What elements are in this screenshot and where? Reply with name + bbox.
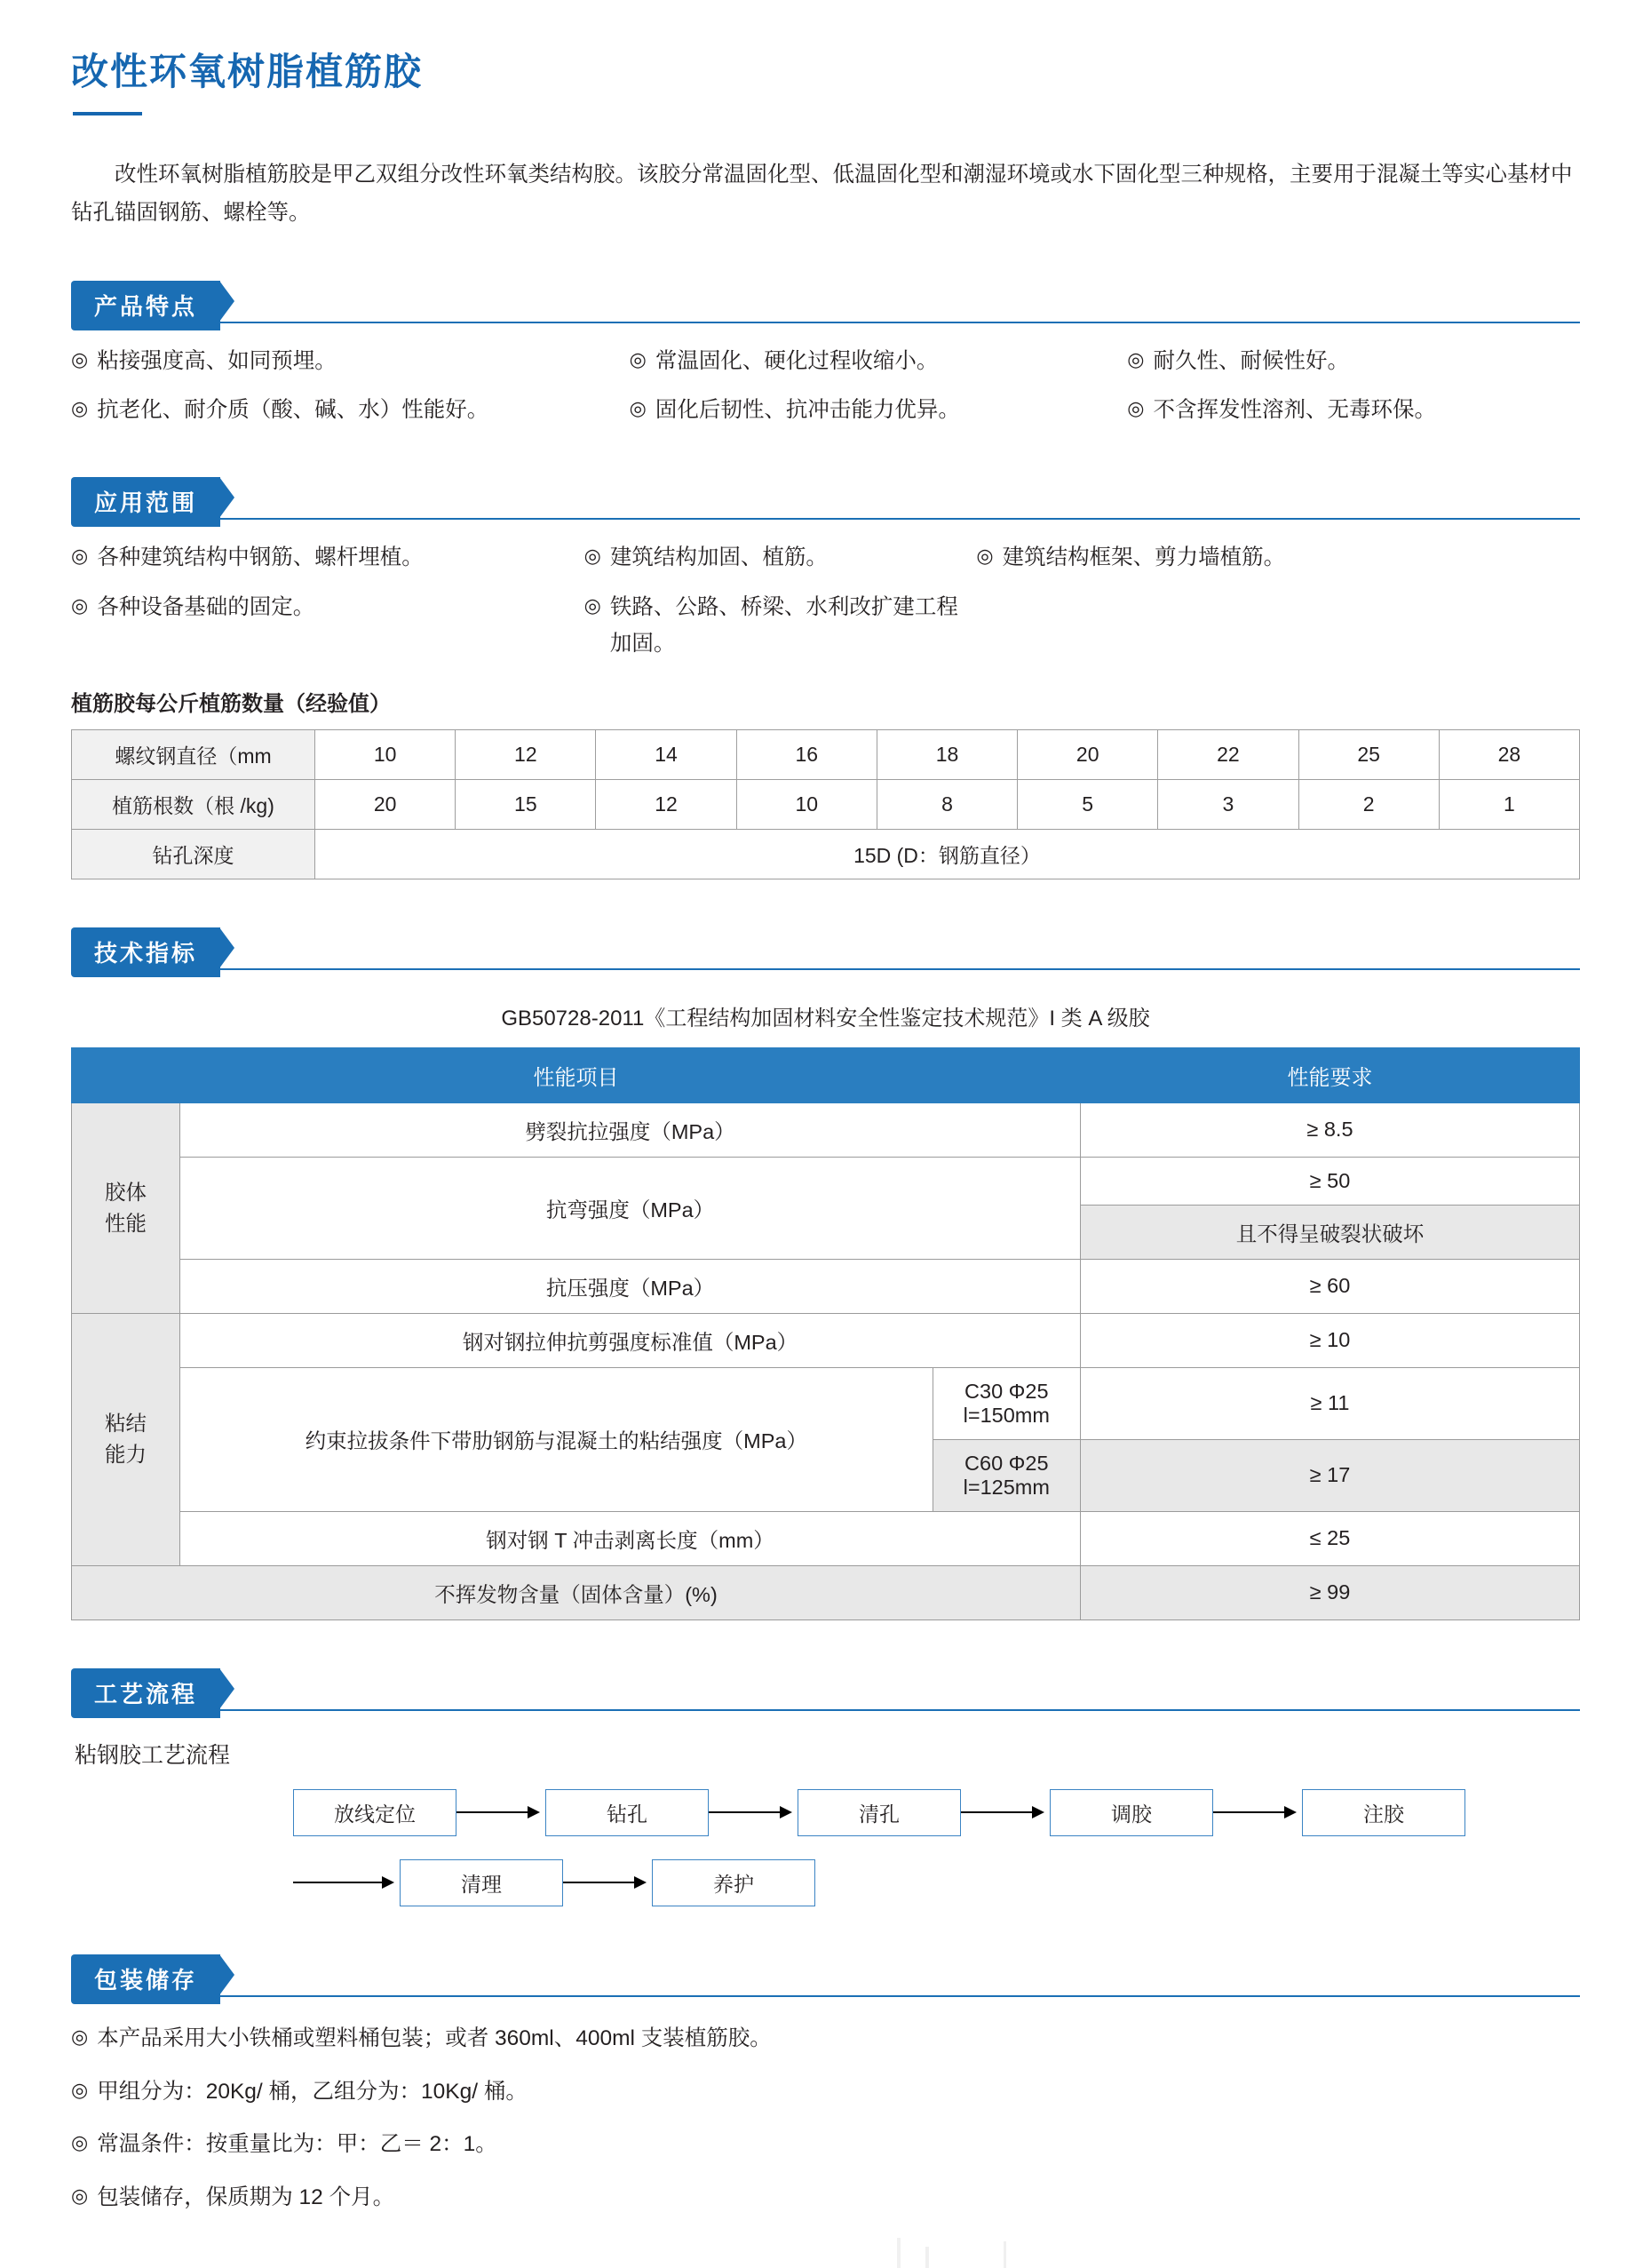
list-item-label: 常温条件：按重量比为：甲：乙＝ 2：1。: [97, 2132, 497, 2157]
section-tag-features: 产品特点: [71, 281, 220, 330]
list-item-label: 耐久性、耐候性好。: [1153, 348, 1349, 373]
arrow-icon: [709, 1806, 798, 1818]
section-header-features: [71, 281, 1580, 323]
bullet-icon: ◎: [71, 397, 89, 420]
cell-item: 约束拉拔条件下带肋钢筋与混凝土的粘结强度（MPa）: [180, 1367, 933, 1511]
features-row: [71, 343, 1580, 380]
bullet-icon: ◎: [71, 545, 89, 568]
condition-line-1: C30 Φ25: [964, 1379, 1049, 1403]
technical-indicators-table: [71, 1047, 1580, 1620]
cell: 10: [315, 729, 456, 779]
cell-item: 不挥发物含量（固体含量）(%): [72, 1565, 1081, 1619]
rebar-quantity-table: [71, 729, 1580, 879]
features-row: [71, 392, 1580, 429]
cell-item: 劈裂抗拉强度（MPa）: [180, 1102, 1081, 1157]
section-header-packaging: [71, 1954, 1580, 1997]
list-item-label: 各种建筑结构中钢筋、螺杆埋植。: [97, 545, 424, 570]
intro-paragraph: 改性环氧树脂植筋胶是甲乙双组分改性环氧类结构胶。该胶分常温固化型、低温固化型和潮湿环境或水下固化型三种规格，主要用于混凝土等实心基材中钻孔锚固钢筋、螺栓等。: [71, 163, 1573, 225]
cell: 16: [736, 729, 877, 779]
application-row: [71, 589, 1580, 663]
flow-step: 放线定位: [293, 1789, 456, 1836]
bullet-icon: ◎: [1127, 347, 1145, 370]
row-header: 螺纹钢直径（mm: [72, 729, 315, 779]
table-row: [72, 1313, 1580, 1367]
condition-line-2: l=150mm: [963, 1403, 1050, 1427]
title-underline: [73, 112, 142, 115]
cell: 14: [596, 729, 736, 779]
section-rule: [71, 1995, 1580, 1997]
bullet-icon: ◎: [629, 347, 647, 370]
condition-line-2: l=125mm: [963, 1475, 1050, 1499]
list-item: [71, 2126, 1580, 2163]
group-label-body: 胶体 性能: [72, 1102, 180, 1313]
column-header-requirement: 性能要求: [1081, 1047, 1580, 1102]
flow-step: 钻孔: [545, 1789, 709, 1836]
section-rule: [71, 1709, 1580, 1711]
section-rule: [71, 968, 1580, 970]
list-item-label: 不含挥发性溶剂、无毒环保。: [1153, 398, 1436, 423]
bullet-icon: ◎: [1127, 397, 1145, 420]
technical-standard-caption: GB50728-2011《工程结构加固材料安全性鉴定技术规范》I 类 A 级胶: [501, 1006, 1150, 1031]
cell: 18: [877, 729, 1017, 779]
cell: 12: [456, 729, 596, 779]
list-item-label: 甲组分为：20Kg/ 桶，乙组分为：10Kg/ 桶。: [97, 2079, 528, 2104]
cell: 22: [1158, 729, 1298, 779]
section-rule: [71, 518, 1580, 520]
section-rule: [71, 322, 1580, 323]
list-item: [71, 2073, 1580, 2111]
arrow-icon: [1213, 1806, 1302, 1818]
cell: 8: [877, 779, 1017, 829]
process-flow-diagram: [293, 1789, 1580, 1906]
cell-item: 抗弯强度（MPa）: [180, 1157, 1081, 1259]
section-tag-technical: 技术指标: [71, 927, 220, 977]
process-flow-row-1: [293, 1789, 1580, 1836]
cell: 28: [1439, 729, 1579, 779]
cell-requirement: ≥ 8.5: [1081, 1102, 1580, 1157]
cell: 25: [1298, 729, 1439, 779]
list-item-label: 铁路、公路、桥梁、水利改扩建工程加固。: [609, 594, 958, 657]
cell: 15: [456, 779, 596, 829]
table-header-row: [72, 1047, 1580, 1102]
table-row: [72, 729, 1580, 779]
cell-requirement: ≥ 17: [1081, 1439, 1580, 1511]
page-title: 改性环氧树脂植筋胶: [71, 51, 424, 92]
cell-requirement: ≥ 10: [1081, 1313, 1580, 1367]
section-tag-process: 工艺流程: [71, 1668, 220, 1718]
flow-step: 注胶: [1302, 1789, 1465, 1836]
group-label-bond: 粘结 能力: [72, 1313, 180, 1565]
cell-requirement: ≥ 60: [1081, 1259, 1580, 1313]
cell-requirement: ≥ 99: [1081, 1565, 1580, 1619]
bullet-icon: ◎: [71, 2025, 89, 2048]
section-header-technical: [71, 927, 1580, 970]
list-item-label: 建筑结构框架、剪力墙植筋。: [1002, 545, 1286, 570]
cell: 5: [1018, 779, 1158, 829]
cell-item: 抗压强度（MPa）: [180, 1259, 1081, 1313]
flow-step: 调胶: [1050, 1789, 1213, 1836]
flow-step: 养护: [652, 1859, 815, 1906]
arrow-icon: [456, 1806, 545, 1818]
section-tag-application: 应用范围: [71, 477, 220, 527]
cell-requirement-note: 且不得呈破裂状破坏: [1081, 1205, 1580, 1259]
list-item: [584, 589, 977, 663]
arrow-icon: [563, 1876, 652, 1889]
cell: 3: [1158, 779, 1298, 829]
list-item: [1127, 343, 1580, 380]
condition-line-1: C60 Φ25: [964, 1451, 1049, 1475]
cell-depth-value: 15D (D：钢筋直径）: [315, 829, 1580, 879]
cell-item: 钢对钢 T 冲击剥离长度（mm）: [180, 1511, 1081, 1565]
list-item: [71, 2179, 1580, 2216]
application-list: [71, 539, 1580, 663]
list-item: [71, 539, 584, 577]
list-item: [630, 392, 1128, 429]
section-header-process: [71, 1668, 1580, 1711]
column-header-item: 性能项目: [72, 1047, 1081, 1102]
list-item: [71, 589, 584, 663]
bullet-icon: ◎: [583, 593, 601, 617]
section-tag-packaging: 包装储存: [71, 1954, 220, 2004]
cell: 1: [1439, 779, 1579, 829]
list-item-label: 本产品采用大小铁桶或塑料桶包装；或者 360ml、400ml 支装植筋胶。: [97, 2025, 772, 2050]
list-item-label: 常温固化、硬化过程收缩小。: [655, 348, 939, 373]
row-header: 钻孔深度: [72, 829, 315, 879]
table-row: [72, 779, 1580, 829]
bullet-icon: ◎: [629, 397, 647, 420]
flow-step: 清理: [400, 1859, 563, 1906]
list-item: [630, 343, 1128, 380]
process-flow-title: 粘钢胶工艺流程: [75, 1742, 231, 1768]
page-footer-mark: [870, 2232, 1048, 2268]
table-row: [72, 1565, 1580, 1619]
arrow-icon: [293, 1876, 400, 1889]
list-item: [976, 539, 1580, 577]
list-item-label: 各种设备基础的固定。: [97, 594, 315, 619]
list-item-label: 固化后韧性、抗冲击能力优异。: [655, 398, 960, 423]
cell: 20: [315, 779, 456, 829]
list-item-empty: [976, 589, 1580, 663]
list-item: [1127, 392, 1580, 429]
cell: 12: [596, 779, 736, 829]
list-item: [584, 539, 977, 577]
packaging-list: [71, 2020, 1580, 2216]
process-flow-row-2: [293, 1859, 1580, 1906]
cell-condition: [933, 1367, 1080, 1439]
table-row: [72, 1511, 1580, 1565]
row-header: 植筋根数（根 /kg): [72, 779, 315, 829]
cell-requirement: ≥ 11: [1081, 1367, 1580, 1439]
cell-condition: [933, 1439, 1080, 1511]
application-row: [71, 539, 1580, 577]
bullet-icon: ◎: [583, 545, 601, 568]
list-item-label: 抗老化、耐介质（酸、碱、水）性能好。: [97, 398, 489, 423]
list-item: [71, 2020, 1580, 2057]
list-item-label: 粘接强度高、如同预埋。: [97, 348, 337, 373]
cell: 10: [736, 779, 877, 829]
cell: 20: [1018, 729, 1158, 779]
list-item: [71, 343, 630, 380]
bullet-icon: ◎: [71, 347, 89, 370]
cell-item: 钢对钢拉伸抗剪强度标准值（MPa）: [180, 1313, 1081, 1367]
table-row: [72, 1367, 1580, 1439]
features-list: [71, 343, 1580, 429]
table-row: [72, 1259, 1580, 1313]
cell-requirement: ≤ 25: [1081, 1511, 1580, 1565]
flow-step: 清孔: [798, 1789, 961, 1836]
list-item-label: 包装储存，保质期为 12 个月。: [97, 2184, 395, 2209]
section-header-application: [71, 477, 1580, 520]
bullet-icon: ◎: [976, 545, 994, 568]
table-row: [72, 1157, 1580, 1205]
table-row: [72, 829, 1580, 879]
bullet-icon: ◎: [71, 593, 89, 617]
arrow-icon: [961, 1806, 1050, 1818]
cell: 2: [1298, 779, 1439, 829]
table-row: [72, 1102, 1580, 1157]
bullet-icon: ◎: [71, 2131, 89, 2154]
list-item-label: 建筑结构加固、植筋。: [609, 545, 828, 570]
bullet-icon: ◎: [71, 2184, 89, 2207]
bullet-icon: ◎: [71, 2078, 89, 2101]
cell-requirement: ≥ 50: [1081, 1157, 1580, 1205]
rebar-table-caption: 植筋胶每公斤植筋数量（经验值）: [71, 691, 391, 716]
list-item: [71, 392, 630, 429]
